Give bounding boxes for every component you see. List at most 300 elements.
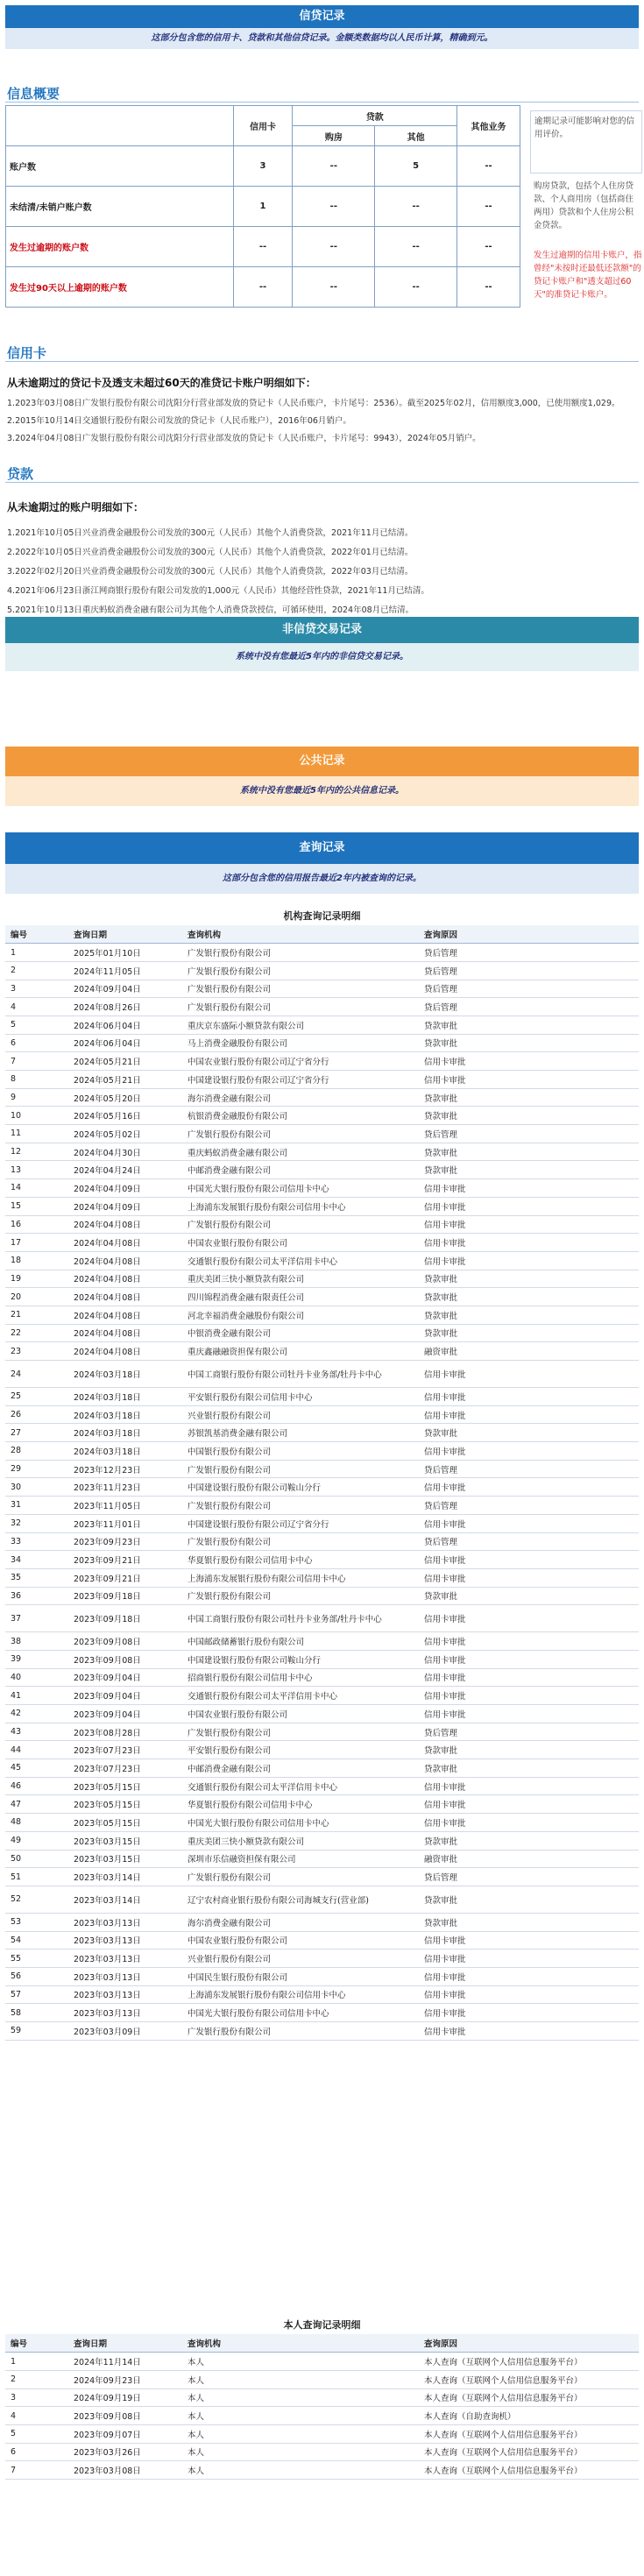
query-no: 36 bbox=[5, 1587, 68, 1605]
table-row bbox=[5, 1759, 639, 1778]
credit-records-subtitle: 这部分包含您的信用卡、贷款和其他信贷记录。金额类数据均以人民币计算，精确到元。 bbox=[5, 28, 639, 49]
table-row bbox=[5, 1234, 639, 1252]
query-reason: 信用卡审批 bbox=[419, 1605, 639, 1632]
query-date: 2024年04月08日 bbox=[68, 1234, 182, 1252]
query-institution: 重庆蚂蚁消费金融有限公司 bbox=[182, 1143, 419, 1161]
overview-table bbox=[5, 105, 520, 308]
query-no: 4 bbox=[5, 2407, 68, 2425]
query-no: 15 bbox=[5, 1197, 68, 1215]
overview-row-label: 发生过逾期的账户数 bbox=[6, 227, 234, 267]
col-loan: 贷款 bbox=[293, 106, 457, 126]
query-institution: 交通银行股份有限公司太平洋信用卡中心 bbox=[182, 1251, 419, 1270]
query-reason: 本人查询（互联网个人信用信息服务平台） bbox=[419, 2461, 639, 2480]
query-institution: 深圳市乐信融资担保有限公司 bbox=[182, 1850, 419, 1868]
query-reason: 贷后管理 bbox=[419, 980, 639, 998]
query-reason: 本人查询（互联网个人信用信息服务平台） bbox=[419, 2443, 639, 2461]
table-row bbox=[5, 1460, 639, 1478]
query-institution: 四川锦程消费金融有限责任公司 bbox=[182, 1288, 419, 1306]
credit-records-band bbox=[5, 5, 639, 49]
loan-item: 1.2021年10月05日兴业消费金融股份公司发放的300元（人民币）其他个人消费贷款，2021年11月已结清。 bbox=[7, 528, 414, 538]
query-reason: 信用卡审批 bbox=[419, 1795, 639, 1814]
query-no: 5 bbox=[5, 1016, 68, 1034]
query-date: 2023年09月07日 bbox=[68, 2424, 182, 2443]
query-institution: 本人 bbox=[182, 2407, 419, 2425]
table-row bbox=[5, 1016, 639, 1034]
query-institution: 中国建设银行股份有限公司辽宁省分行 bbox=[182, 1071, 419, 1089]
query-date: 2024年04月09日 bbox=[68, 1197, 182, 1215]
query-date: 2024年04月09日 bbox=[68, 1179, 182, 1198]
table-row bbox=[5, 1931, 639, 1950]
table-row bbox=[5, 1478, 639, 1497]
query-institution: 广发银行股份有限公司 bbox=[182, 1460, 419, 1478]
table-row bbox=[5, 1850, 639, 1868]
query-date: 2024年03月18日 bbox=[68, 1442, 182, 1461]
col-other-business: 其他业务 bbox=[457, 106, 520, 146]
table-row bbox=[5, 1868, 639, 1886]
table-row bbox=[5, 2370, 639, 2388]
query-reason: 贷后管理 bbox=[419, 961, 639, 980]
query-reason: 信用卡审批 bbox=[419, 1931, 639, 1950]
query-no: 13 bbox=[5, 1161, 68, 1179]
query-no: 18 bbox=[5, 1251, 68, 1270]
table-row bbox=[5, 1179, 639, 1198]
query-reason: 贷后管理 bbox=[419, 1868, 639, 1886]
query-reason: 贷款审批 bbox=[419, 1306, 639, 1324]
table-row bbox=[5, 2022, 639, 2041]
overview-other-business-count: -- bbox=[457, 187, 520, 227]
query-date: 2023年03月13日 bbox=[68, 1967, 182, 1985]
table-row bbox=[5, 1251, 639, 1270]
overview-row-label: 发生过90天以上逾期的账户数 bbox=[6, 267, 234, 308]
query-institution: 广发银行股份有限公司 bbox=[182, 980, 419, 998]
query-date: 2023年07月23日 bbox=[68, 1759, 182, 1778]
query-reason: 信用卡审批 bbox=[419, 1234, 639, 1252]
query-institution: 兴业银行股份有限公司 bbox=[182, 1950, 419, 1968]
table-row bbox=[5, 2424, 639, 2443]
query-no: 51 bbox=[5, 1868, 68, 1886]
query-no: 56 bbox=[5, 1967, 68, 1985]
table-row bbox=[5, 1967, 639, 1985]
credit-card-subheading: 从未逾期过的贷记卡及透支未超过60天的准贷记卡账户明细如下： bbox=[7, 377, 316, 389]
query-reason: 信用卡审批 bbox=[419, 1251, 639, 1270]
query-institution: 广发银行股份有限公司 bbox=[182, 1868, 419, 1886]
query-no: 26 bbox=[5, 1405, 68, 1424]
query-no: 12 bbox=[5, 1143, 68, 1161]
query-no: 46 bbox=[5, 1777, 68, 1795]
query-reason: 贷后管理 bbox=[419, 1497, 639, 1515]
overview-credit-card-count: 3 bbox=[233, 146, 293, 187]
table-row bbox=[5, 1088, 639, 1107]
query-reason: 信用卡审批 bbox=[419, 1705, 639, 1723]
query-date: 2023年03月13日 bbox=[68, 1950, 182, 1968]
query-reason: 信用卡审批 bbox=[419, 1388, 639, 1406]
query-date: 2023年09月23日 bbox=[68, 1532, 182, 1551]
query-no: 52 bbox=[5, 1886, 68, 1913]
query-date: 2023年07月23日 bbox=[68, 1741, 182, 1759]
query-reason: 贷款审批 bbox=[419, 1016, 639, 1034]
query-reason: 信用卡审批 bbox=[419, 1405, 639, 1424]
table-row bbox=[5, 1497, 639, 1515]
query-no: 53 bbox=[5, 1913, 68, 1931]
query-reason: 信用卡审批 bbox=[419, 1632, 639, 1651]
query-institution: 重庆美团三快小额贷款有限公司 bbox=[182, 1270, 419, 1288]
query-date: 2024年03月18日 bbox=[68, 1424, 182, 1442]
overdue-note: 逾期记录可能影响对您的信用评价。 bbox=[530, 110, 642, 173]
query-no: 45 bbox=[5, 1759, 68, 1778]
public-records-title: 公共记录 bbox=[5, 747, 639, 776]
institution-query-title: 机构查询记录明细 bbox=[283, 910, 361, 922]
table-row bbox=[5, 1632, 639, 1651]
query-records-title: 查询记录 bbox=[5, 832, 639, 864]
col-other: 其他 bbox=[375, 126, 457, 146]
table-row bbox=[5, 1568, 639, 1587]
query-institution: 交通银行股份有限公司太平洋信用卡中心 bbox=[182, 1777, 419, 1795]
table-row bbox=[5, 1687, 639, 1705]
query-institution: 中国光大银行股份有限公司信用卡中心 bbox=[182, 2004, 419, 2022]
query-date: 2023年03月15日 bbox=[68, 1831, 182, 1850]
query-reason: 贷款审批 bbox=[419, 1288, 639, 1306]
table-row bbox=[5, 1741, 639, 1759]
table-row bbox=[5, 1442, 639, 1461]
query-no: 49 bbox=[5, 1831, 68, 1850]
query-reason: 本人查询（互联网个人信用信息服务平台） bbox=[419, 2388, 639, 2407]
query-no: 2 bbox=[5, 961, 68, 980]
query-date: 2023年03月14日 bbox=[68, 1868, 182, 1886]
query-reason: 贷款审批 bbox=[419, 1886, 639, 1913]
query-date: 2024年04月08日 bbox=[68, 1342, 182, 1361]
table-row bbox=[5, 1705, 639, 1723]
credit-card-item: 2.2015年10月14日交通银行股份有限公司发放的贷记卡（人民币账户），2016年06月销户。 bbox=[7, 416, 351, 426]
credit-card-item: 3.2024年04月08日广发银行股份有限公司沈阳分行营业部发放的贷记卡（人民币账户，卡片尾号：9943），2024年05月销户。 bbox=[7, 434, 481, 443]
query-date: 2024年08月26日 bbox=[68, 998, 182, 1016]
query-reason: 本人查询（互联网个人信用信息服务平台） bbox=[419, 2370, 639, 2388]
overview-heading: 信息概要 bbox=[7, 86, 60, 102]
query-reason: 信用卡审批 bbox=[419, 2004, 639, 2022]
table-row bbox=[5, 1814, 639, 1832]
table-row bbox=[5, 1886, 639, 1913]
loan-item: 2.2022年10月05日兴业消费金融股份公司发放的300元（人民币）其他个人消费贷款，2022年01月已结清。 bbox=[7, 548, 414, 557]
table-row bbox=[5, 2353, 639, 2371]
table-row bbox=[5, 1071, 639, 1089]
query-institution: 广发银行股份有限公司 bbox=[182, 1587, 419, 1605]
overview-housing-count: -- bbox=[293, 227, 375, 267]
query-institution: 上海浦东发展银行股份有限公司信用卡中心 bbox=[182, 1197, 419, 1215]
overview-other-business-count: -- bbox=[457, 267, 520, 308]
query-institution: 华夏银行股份有限公司信用卡中心 bbox=[182, 1795, 419, 1814]
table-row bbox=[5, 1324, 639, 1342]
query-date: 2024年03月18日 bbox=[68, 1405, 182, 1424]
query-institution: 本人 bbox=[182, 2370, 419, 2388]
query-institution: 杭银消费金融股份有限公司 bbox=[182, 1107, 419, 1125]
query-date: 2024年03月18日 bbox=[68, 1388, 182, 1406]
query-institution: 本人 bbox=[182, 2353, 419, 2371]
query-reason: 信用卡审批 bbox=[419, 1071, 639, 1089]
overview-other-business-count: -- bbox=[457, 227, 520, 267]
public-records-band bbox=[5, 747, 639, 806]
institution-query-table bbox=[5, 925, 639, 2041]
table-row bbox=[5, 1143, 639, 1161]
query-institution: 平安银行股份有限公司信用卡中心 bbox=[182, 1388, 419, 1406]
overview-other-count: 5 bbox=[375, 146, 457, 187]
query-reason: 贷款审批 bbox=[419, 1424, 639, 1442]
overview-housing-count: -- bbox=[293, 146, 375, 187]
query-no: 16 bbox=[5, 1215, 68, 1234]
table-row bbox=[5, 1405, 639, 1424]
query-no: 44 bbox=[5, 1741, 68, 1759]
table-row bbox=[5, 1034, 639, 1052]
table-row bbox=[5, 1388, 639, 1406]
table-row bbox=[5, 1650, 639, 1668]
query-date: 2024年04月08日 bbox=[68, 1251, 182, 1270]
header-date: 查询日期 bbox=[68, 925, 182, 944]
query-institution: 广发银行股份有限公司 bbox=[182, 2022, 419, 2041]
query-reason: 贷款审批 bbox=[419, 1270, 639, 1288]
query-reason: 贷款审批 bbox=[419, 1034, 639, 1052]
query-no: 38 bbox=[5, 1632, 68, 1651]
query-no: 24 bbox=[5, 1361, 68, 1388]
query-date: 2023年11月05日 bbox=[68, 1497, 182, 1515]
query-date: 2023年03月14日 bbox=[68, 1886, 182, 1913]
query-date: 2023年08月28日 bbox=[68, 1723, 182, 1741]
query-date: 2024年04月08日 bbox=[68, 1215, 182, 1234]
query-date: 2024年04月08日 bbox=[68, 1270, 182, 1288]
query-no: 40 bbox=[5, 1668, 68, 1687]
query-records-subtitle: 这部分包含您的信用报告最近2年内被查询的记录。 bbox=[5, 864, 639, 894]
loan-item: 3.2022年02月20日兴业消费金融股份公司发放的300元（人民币）其他个人消费贷款，2022年03月已结清。 bbox=[7, 567, 414, 577]
query-no: 17 bbox=[5, 1234, 68, 1252]
query-reason: 贷款审批 bbox=[419, 1831, 639, 1850]
query-no: 10 bbox=[5, 1107, 68, 1125]
query-date: 2023年03月26日 bbox=[68, 2443, 182, 2461]
query-institution: 重庆京东盛际小额贷款有限公司 bbox=[182, 1016, 419, 1034]
query-reason: 贷款审批 bbox=[419, 1913, 639, 1931]
query-no: 1 bbox=[5, 2353, 68, 2371]
query-date: 2024年05月21日 bbox=[68, 1071, 182, 1089]
self-query-title: 本人查询记录明细 bbox=[283, 2319, 361, 2331]
query-reason: 信用卡审批 bbox=[419, 1814, 639, 1832]
query-records-band bbox=[5, 832, 639, 894]
query-institution: 中邮消费金融有限公司 bbox=[182, 1161, 419, 1179]
query-reason: 信用卡审批 bbox=[419, 1687, 639, 1705]
table-row bbox=[5, 961, 639, 980]
overview-row-label: 未结清/未销户账户数 bbox=[6, 187, 234, 227]
query-date: 2024年03月18日 bbox=[68, 1361, 182, 1388]
query-institution: 广发银行股份有限公司 bbox=[182, 1497, 419, 1515]
query-reason: 信用卡审批 bbox=[419, 1777, 639, 1795]
query-institution: 广发银行股份有限公司 bbox=[182, 944, 419, 962]
query-no: 6 bbox=[5, 1034, 68, 1052]
query-no: 21 bbox=[5, 1306, 68, 1324]
table-row bbox=[5, 1668, 639, 1687]
col-credit-card: 信用卡 bbox=[233, 106, 293, 146]
table-row bbox=[5, 1288, 639, 1306]
query-reason: 信用卡审批 bbox=[419, 1568, 639, 1587]
query-date: 2024年09月04日 bbox=[68, 980, 182, 998]
table-row bbox=[5, 1424, 639, 1442]
query-institution: 中银消费金融有限公司 bbox=[182, 1324, 419, 1342]
query-no: 14 bbox=[5, 1179, 68, 1198]
query-institution: 兴业银行股份有限公司 bbox=[182, 1405, 419, 1424]
table-row bbox=[5, 2004, 639, 2022]
table-row bbox=[5, 1587, 639, 1605]
query-reason: 信用卡审批 bbox=[419, 1179, 639, 1198]
query-institution: 中国农业银行股份有限公司 bbox=[182, 1234, 419, 1252]
query-date: 2024年05月21日 bbox=[68, 1052, 182, 1071]
query-no: 43 bbox=[5, 1723, 68, 1741]
query-institution: 海尔消费金融有限公司 bbox=[182, 1088, 419, 1107]
table-row bbox=[5, 1270, 639, 1288]
query-reason: 信用卡审批 bbox=[419, 1985, 639, 2004]
query-reason: 信用卡审批 bbox=[419, 1442, 639, 1461]
table-row bbox=[5, 1831, 639, 1850]
query-no: 50 bbox=[5, 1850, 68, 1868]
table-row bbox=[5, 1950, 639, 1968]
table-row bbox=[5, 1777, 639, 1795]
query-reason: 信用卡审批 bbox=[419, 1215, 639, 1234]
query-no: 55 bbox=[5, 1950, 68, 1968]
query-date: 2023年09月08日 bbox=[68, 1632, 182, 1651]
query-date: 2023年03月13日 bbox=[68, 1931, 182, 1950]
query-reason: 贷款审批 bbox=[419, 1587, 639, 1605]
query-no: 54 bbox=[5, 1931, 68, 1950]
query-date: 2023年09月04日 bbox=[68, 1668, 182, 1687]
query-date: 2024年04月08日 bbox=[68, 1306, 182, 1324]
query-no: 3 bbox=[5, 980, 68, 998]
overview-row bbox=[6, 227, 520, 267]
table-row bbox=[5, 2388, 639, 2407]
loan-item: 4.2021年06月23日浙江网商银行股份有限公司发放的1,000元（人民币）其他经营性贷款，2021年11月已结清。 bbox=[7, 586, 429, 596]
query-reason: 信用卡审批 bbox=[419, 1650, 639, 1668]
query-no: 37 bbox=[5, 1605, 68, 1632]
query-institution: 中邮消费金融有限公司 bbox=[182, 1759, 419, 1778]
query-no: 5 bbox=[5, 2424, 68, 2443]
query-date: 2023年03月13日 bbox=[68, 1985, 182, 2004]
query-reason: 信用卡审批 bbox=[419, 1361, 639, 1388]
query-institution: 海尔消费金融有限公司 bbox=[182, 1913, 419, 1931]
col-housing: 购房 bbox=[293, 126, 375, 146]
self-query-table bbox=[5, 2334, 639, 2480]
query-date: 2023年05月15日 bbox=[68, 1777, 182, 1795]
query-date: 2024年06月04日 bbox=[68, 1016, 182, 1034]
query-date: 2023年03月08日 bbox=[68, 2461, 182, 2480]
query-institution: 中国农业银行股份有限公司 bbox=[182, 1931, 419, 1950]
table-row bbox=[5, 1795, 639, 1814]
query-reason: 贷款审批 bbox=[419, 1107, 639, 1125]
table-row bbox=[5, 1723, 639, 1741]
query-institution: 广发银行股份有限公司 bbox=[182, 961, 419, 980]
query-no: 35 bbox=[5, 1568, 68, 1587]
query-no: 29 bbox=[5, 1460, 68, 1478]
query-no: 7 bbox=[5, 1052, 68, 1071]
query-reason: 信用卡审批 bbox=[419, 1052, 639, 1071]
header-reason: 查询原因 bbox=[419, 2334, 639, 2353]
query-institution: 中国建设银行股份有限公司辽宁省分行 bbox=[182, 1514, 419, 1532]
query-reason: 贷后管理 bbox=[419, 1723, 639, 1741]
query-no: 59 bbox=[5, 2022, 68, 2041]
table-row bbox=[5, 2443, 639, 2461]
query-reason: 贷后管理 bbox=[419, 944, 639, 962]
query-reason: 信用卡审批 bbox=[419, 1668, 639, 1687]
table-row bbox=[5, 1125, 639, 1143]
query-no: 9 bbox=[5, 1088, 68, 1107]
overdue-card-note: 发生过逾期的信用卡账户，指曾经"未按时还最低还款额"的贷记卡账户和"透支超过60天"的准贷记卡账户。 bbox=[534, 251, 642, 300]
query-institution: 重庆美团三快小额贷款有限公司 bbox=[182, 1831, 419, 1850]
query-date: 2023年09月21日 bbox=[68, 1568, 182, 1587]
table-row bbox=[5, 2461, 639, 2480]
public-records-subtitle: 系统中没有您最近5年内的公共信息记录。 bbox=[5, 776, 639, 806]
query-no: 28 bbox=[5, 1442, 68, 1461]
query-reason: 信用卡审批 bbox=[419, 1967, 639, 1985]
query-reason: 贷后管理 bbox=[419, 1460, 639, 1478]
overview-credit-card-count: -- bbox=[233, 227, 293, 267]
query-date: 2023年09月08日 bbox=[68, 2407, 182, 2425]
query-institution: 交通银行股份有限公司太平洋信用卡中心 bbox=[182, 1687, 419, 1705]
query-reason: 贷后管理 bbox=[419, 1532, 639, 1551]
overview-credit-card-count: 1 bbox=[233, 187, 293, 227]
query-no: 48 bbox=[5, 1814, 68, 1832]
query-date: 2023年05月15日 bbox=[68, 1814, 182, 1832]
query-reason: 本人查询（自助查询机） bbox=[419, 2407, 639, 2425]
query-date: 2024年06月04日 bbox=[68, 1034, 182, 1052]
query-reason: 信用卡审批 bbox=[419, 1551, 639, 1569]
query-reason: 贷款审批 bbox=[419, 1759, 639, 1778]
query-date: 2023年09月04日 bbox=[68, 1687, 182, 1705]
query-institution: 平安银行股份有限公司 bbox=[182, 1741, 419, 1759]
credit-card-heading: 信用卡 bbox=[7, 345, 47, 361]
query-reason: 本人查询（互联网个人信用信息服务平台） bbox=[419, 2424, 639, 2443]
table-row bbox=[5, 980, 639, 998]
query-institution: 中国工商银行股份有限公司牡丹卡业务部/牡丹卡中心 bbox=[182, 1605, 419, 1632]
table-row bbox=[5, 1215, 639, 1234]
query-no: 30 bbox=[5, 1478, 68, 1497]
table-row bbox=[5, 1361, 639, 1388]
header-no: 编号 bbox=[5, 2334, 68, 2353]
query-reason: 贷后管理 bbox=[419, 998, 639, 1016]
credit-card-divider bbox=[5, 361, 639, 362]
query-no: 1 bbox=[5, 944, 68, 962]
query-reason: 信用卡审批 bbox=[419, 1197, 639, 1215]
query-no: 4 bbox=[5, 998, 68, 1016]
query-institution: 本人 bbox=[182, 2388, 419, 2407]
overview-corner bbox=[6, 106, 234, 146]
query-institution: 中国工商银行股份有限公司牡丹卡业务部/牡丹卡中心 bbox=[182, 1361, 419, 1388]
credit-records-title: 信贷记录 bbox=[5, 5, 639, 28]
query-institution: 中国银行股份有限公司 bbox=[182, 1442, 419, 1461]
query-institution: 河北幸福消费金融股份有限公司 bbox=[182, 1306, 419, 1324]
query-no: 3 bbox=[5, 2388, 68, 2407]
loans-divider bbox=[5, 482, 639, 483]
query-date: 2023年09月18日 bbox=[68, 1605, 182, 1632]
query-institution: 中国光大银行股份有限公司信用卡中心 bbox=[182, 1179, 419, 1198]
overview-divider bbox=[5, 102, 639, 103]
query-institution: 广发银行股份有限公司 bbox=[182, 1215, 419, 1234]
table-row bbox=[5, 1161, 639, 1179]
header-no: 编号 bbox=[5, 925, 68, 944]
overview-housing-count: -- bbox=[293, 187, 375, 227]
query-institution: 重庆鑫融融资担保有限公司 bbox=[182, 1342, 419, 1361]
query-reason: 贷后管理 bbox=[419, 1125, 639, 1143]
overview-other-count: -- bbox=[375, 227, 457, 267]
table-row bbox=[5, 1605, 639, 1632]
header-date: 查询日期 bbox=[68, 2334, 182, 2353]
query-date: 2024年04月08日 bbox=[68, 1324, 182, 1342]
query-no: 31 bbox=[5, 1497, 68, 1515]
table-row bbox=[5, 1197, 639, 1215]
credit-card-item: 1.2023年03月08日广发银行股份有限公司沈阳分行营业部发放的贷记卡（人民币账户，卡片尾号：2536）。截至2025年02月，信用额度3,000，已使用额度1,029。 bbox=[7, 399, 620, 408]
query-institution: 上海浦东发展银行股份有限公司信用卡中心 bbox=[182, 1985, 419, 2004]
table-row bbox=[5, 1514, 639, 1532]
query-date: 2024年04月24日 bbox=[68, 1161, 182, 1179]
